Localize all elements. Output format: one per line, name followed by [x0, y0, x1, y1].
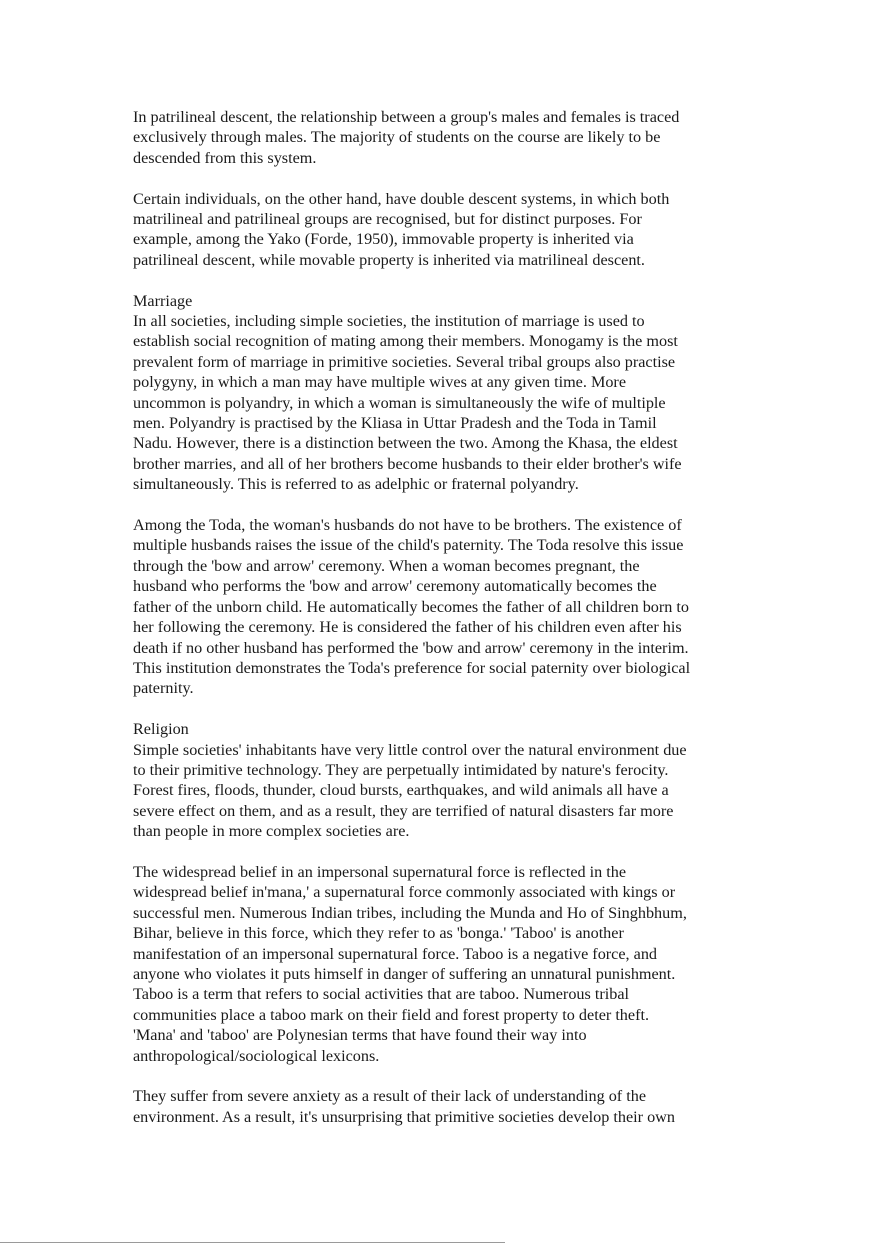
toda-paragraph [133, 515, 753, 699]
text-line: brother marries, and all of her brothers become husbands to their elder brother's wife [133, 454, 682, 473]
text-line: Bihar, believe in this force, which they refer to as 'bonga.' 'Taboo' is another [133, 924, 624, 943]
text-line: matrilineal and patrilineal groups are recognised, but for distinct purposes. For [133, 210, 642, 229]
footnote-divider [0, 1242, 505, 1243]
text-line: Taboo is a term that refers to social activities that are taboo. Numerous tribal [133, 985, 630, 1004]
text-line: father of the unborn child. He automatically becomes the father of all children born to [133, 597, 690, 616]
text-line: They suffer from severe anxiety as a result of their lack of understanding of the [133, 1087, 647, 1106]
text-line: patrilineal descent, while movable property is inherited via matrilineal descent. [133, 250, 645, 269]
text-line: through the 'bow and arrow' ceremony. When a woman becomes pregnant, the [133, 556, 640, 575]
text-line: establish social recognition of mating among their members. Monogamy is the most [133, 332, 678, 351]
text-line: manifestation of an impersonal supernatural force. Taboo is a negative force, and [133, 944, 658, 963]
text-line: In patrilineal descent, the relationship between a group's males and females is traced [133, 108, 680, 126]
text-line: than people in more complex societies are. [133, 822, 410, 841]
text-line: multiple husbands raises the issue of the child's paternity. The Toda resolve this issue [133, 536, 684, 555]
text-line: communities place a taboo mark on their field and forest property to deter theft. [133, 1005, 650, 1024]
religion-heading: Religion [133, 720, 189, 739]
text-line: environment. As a result, it's unsurprising that primitive societies develop their own [133, 1107, 675, 1126]
text-line: This institution demonstrates the Toda's preference for social paternity over biological [133, 658, 691, 677]
text-line: Among the Toda, the woman's husbands do not have to be brothers. The existence of [133, 516, 682, 535]
marriage-paragraph [133, 291, 753, 495]
text-line: In all societies, including simple societies, the institution of marriage is used to [133, 312, 645, 331]
text-line: Simple societies' inhabitants have very little control over the natural environment due [133, 740, 687, 759]
text-line: simultaneously. This is referred to as adelphic or fraternal polyandry. [133, 475, 579, 494]
text-line: descended from this system. [133, 148, 317, 167]
text-line: The widespread belief in an impersonal supernatural force is reflected in the [133, 862, 627, 881]
text-line: exclusively through males. The majority of students on the course are likely to be [133, 128, 661, 147]
text-line: death if no other husband has performed the 'bow and arrow' ceremony in the interim. [133, 638, 689, 657]
anxiety-paragraph [133, 1086, 753, 1127]
text-line: 'Mana' and 'taboo' are Polynesian terms that have found their way into [133, 1026, 587, 1045]
marriage-heading: Marriage [133, 291, 193, 310]
text-line: to their primitive technology. They are perpetually intimidated by nature's ferocity. [133, 760, 669, 779]
text-line: successful men. Numerous Indian tribes, including the Munda and Ho of Singhbhum, [133, 903, 687, 922]
text-line: Certain individuals, on the other hand, have double descent systems, in which both [133, 189, 670, 208]
patrilineal-paragraph [133, 107, 753, 168]
text-line: her following the ceremony. He is considered the father of his children even after his [133, 618, 682, 637]
document-body [133, 107, 753, 1148]
text-line: example, among the Yako (Forde, 1950), immovable property is inherited via [133, 230, 634, 249]
text-line: anthropological/sociological lexicons. [133, 1046, 380, 1065]
text-line: Forest fires, floods, thunder, cloud bursts, earthquakes, and wild animals all have a [133, 781, 669, 800]
text-line: Nadu. However, there is a distinction between the two. Among the Khasa, the eldest [133, 434, 678, 453]
text-line: men. Polyandry is practised by the Kliasa in Uttar Pradesh and the Toda in Tamil [133, 414, 657, 433]
text-line: severe effect on them, and as a result, they are terrified of natural disasters far more [133, 801, 674, 820]
text-line: polygyny, in which a man may have multiple wives at any given time. More [133, 373, 627, 392]
text-line: anyone who violates it puts himself in danger of suffering an unnatural punishment. [133, 964, 676, 983]
double-descent-paragraph [133, 189, 753, 271]
mana-paragraph [133, 862, 753, 1066]
text-line: husband who performs the 'bow and arrow' ceremony automatically becomes the [133, 577, 657, 596]
text-line: prevalent form of marriage in primitive societies. Several tribal groups also practise [133, 352, 676, 371]
text-line: uncommon is polyandry, in which a woman is simultaneously the wife of multiple [133, 393, 666, 412]
text-line: widespread belief in'mana,' a supernatural force commonly associated with kings or [133, 883, 676, 902]
text-line: paternity. [133, 679, 194, 698]
religion-paragraph [133, 719, 753, 841]
